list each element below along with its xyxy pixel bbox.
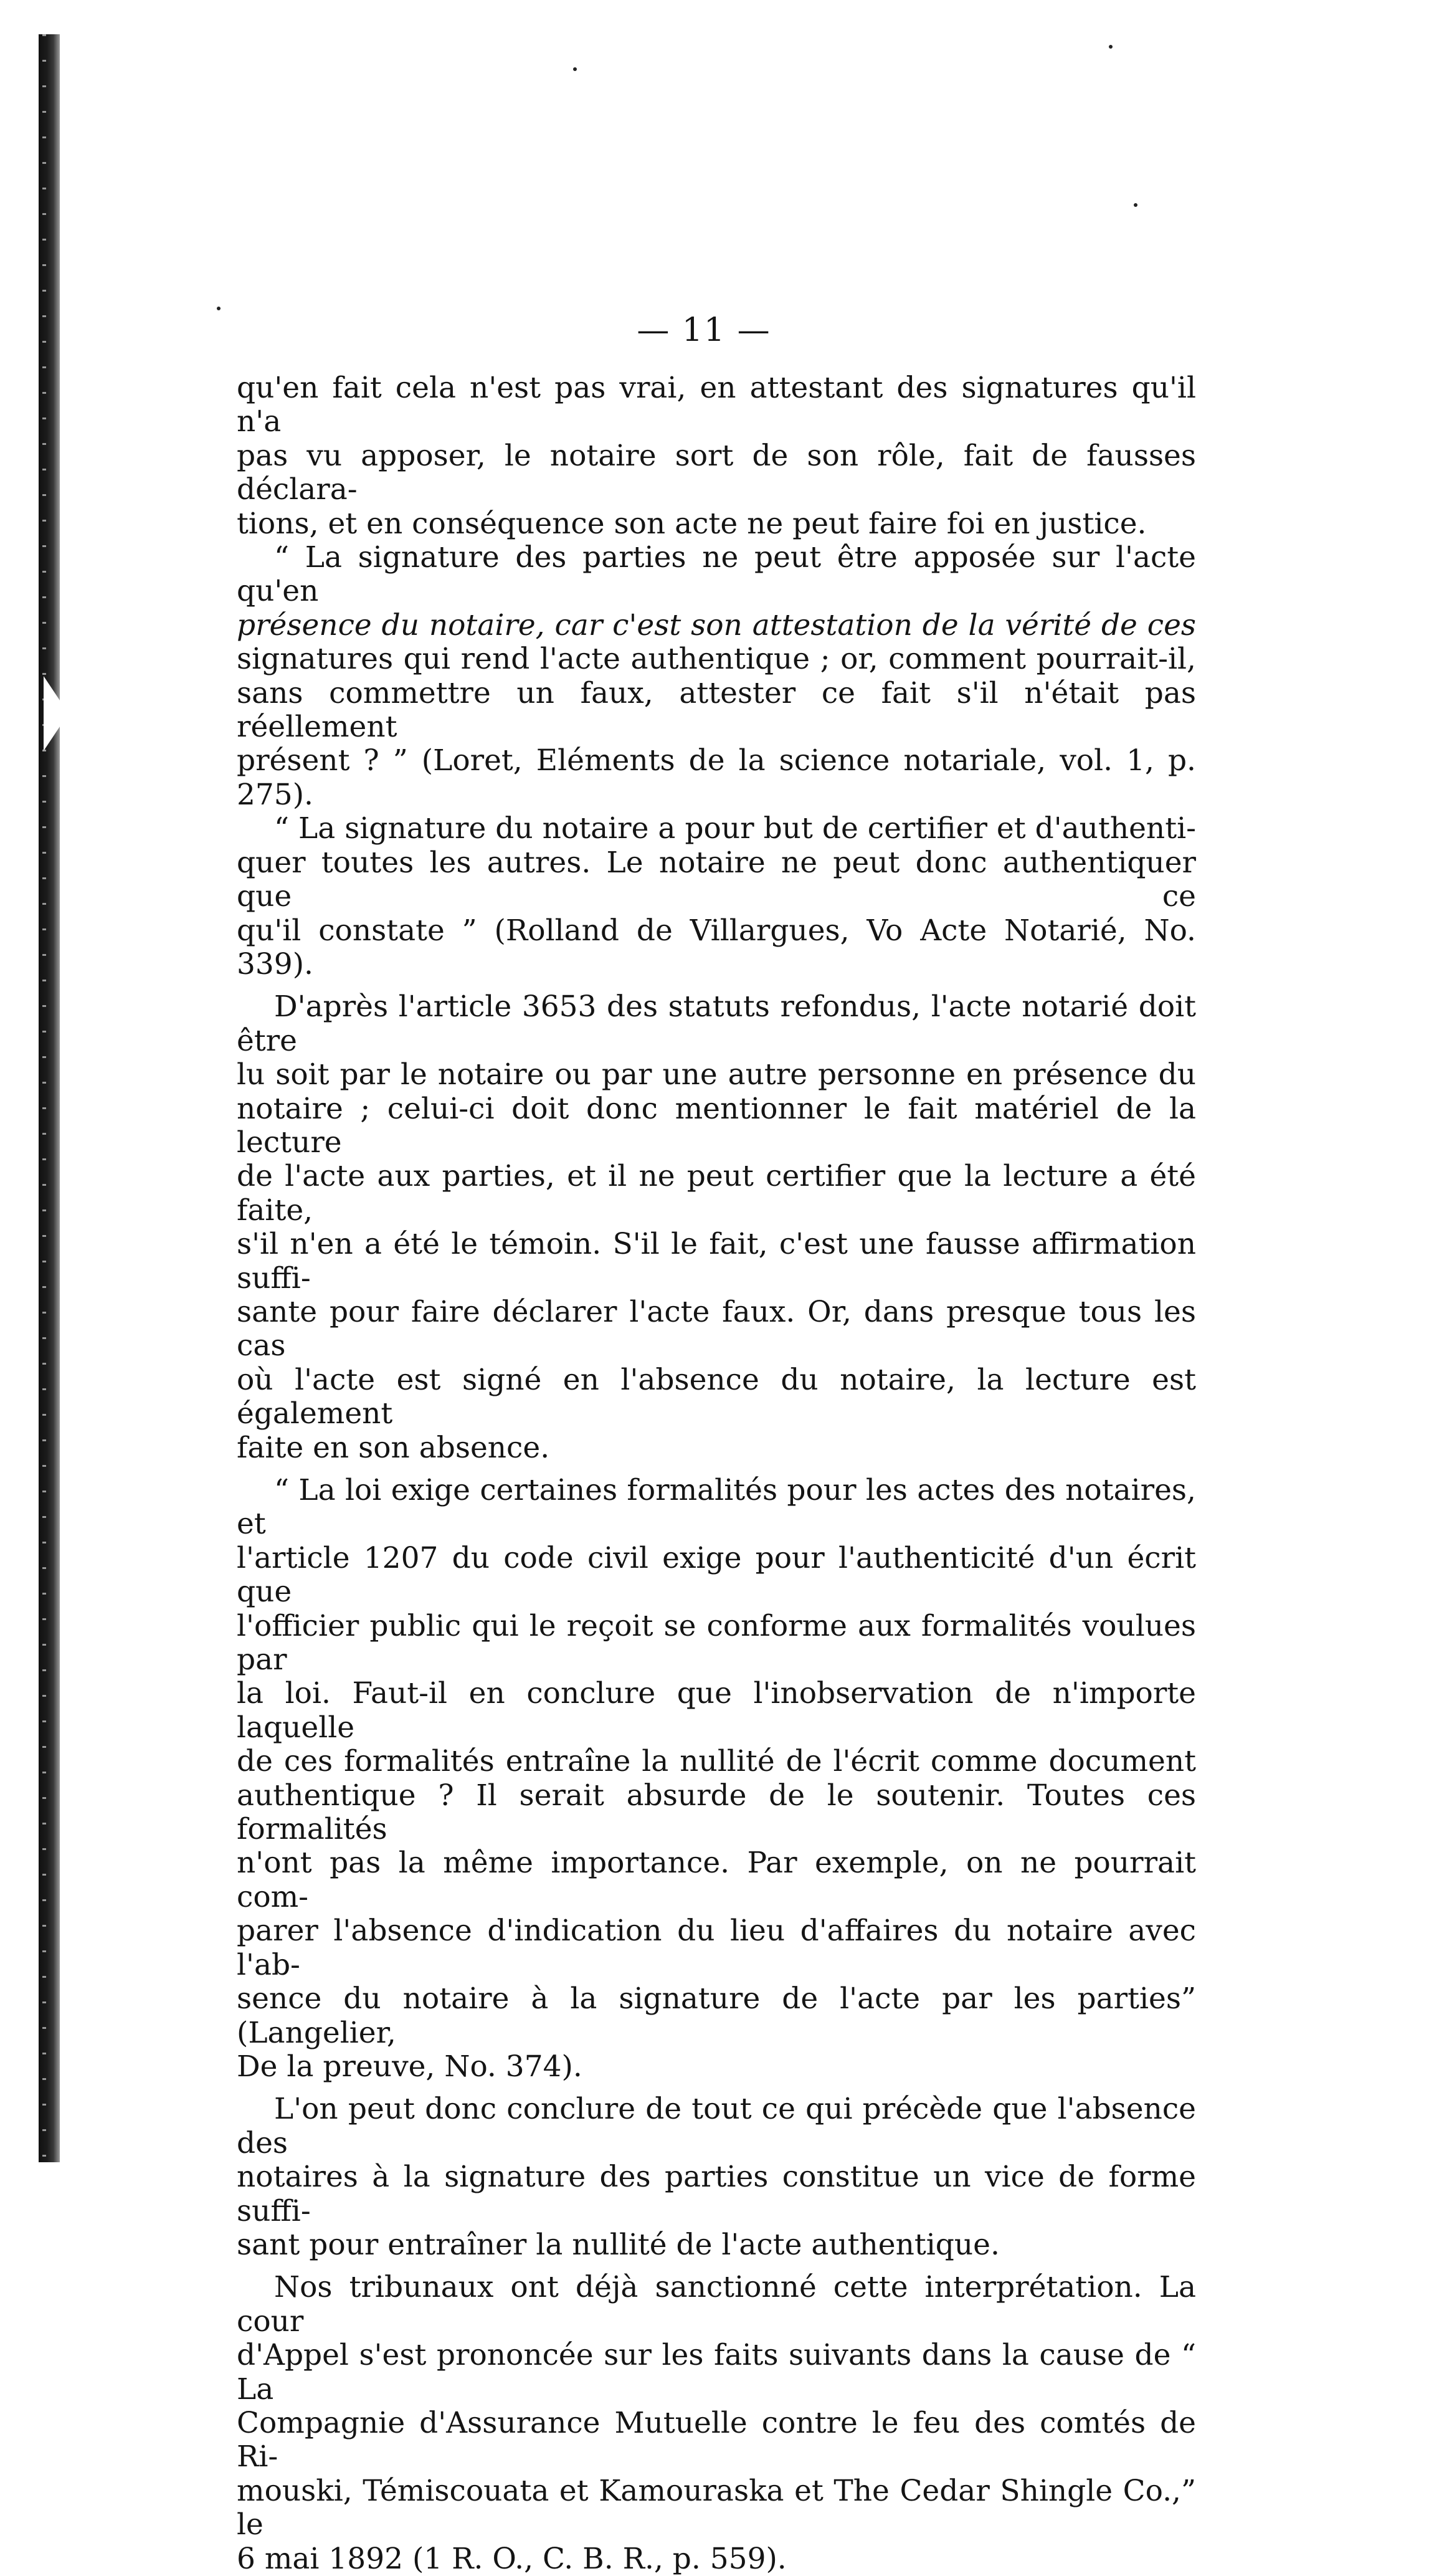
text-line: “ La signature des parties ne peut être apposée sur l'acte qu'en	[237, 540, 1196, 609]
text-line: L'on peut donc conclure de tout ce qui précède que l'absence des	[237, 2092, 1196, 2160]
text-line: notaires à la signature des parties constitue un vice de forme suffi-	[237, 2160, 1196, 2228]
italic-phrase: présence du notaire, car c'est son attestation de la vérité de ces	[237, 608, 1196, 642]
text-line: n'ont pas la même importance. Par exemple, on ne pourrait com-	[237, 1846, 1196, 1914]
text-line: de l'acte aux parties, et il ne peut certifier que la lecture a été faite,	[237, 1159, 1196, 1228]
text-line: tions, et en conséquence son acte ne peut faire foi en justice.	[237, 506, 1147, 541]
text-line: “ La loi exige certaines formalités pour les actes des notaires, et	[237, 1473, 1196, 1542]
text-line: présent ? ” (Loret, Eléments de la science notariale, vol. 1, p. 275).	[237, 743, 1196, 812]
scan-speck	[573, 67, 577, 71]
scan-speck	[1109, 45, 1113, 49]
text-line: s'il n'en a été le témoin. S'il le fait, c'est une fausse affirmation suffi-	[237, 1227, 1196, 1295]
text-line: signatures qui rend l'acte authentique ; or, comment pourrait-il,	[237, 642, 1196, 677]
text-line: qu'en fait cela n'est pas vrai, en attestant des signatures qu'il n'a	[237, 371, 1196, 439]
text-line: De la preuve, No. 374).	[237, 2049, 582, 2084]
text-line: l'article 1207 du code civil exige pour l'authenticité d'un écrit que	[237, 1540, 1196, 1610]
text-line: de ces formalités entraîne la nullité de l'écrit comme document	[237, 1744, 1196, 1779]
scan-speck	[1134, 203, 1137, 207]
page-number: — 11 —	[637, 312, 771, 349]
text-line: “ La signature du notaire a pour but de certifier et d'authenti-	[274, 811, 1196, 846]
body-text	[237, 371, 1196, 2576]
text-line: authentique ? Il serait absurde de le soutenir. Toutes ces formalités	[237, 1778, 1196, 1847]
text-line: quer toutes les autres. Le notaire ne peut donc authentiquer que ce	[237, 845, 1196, 914]
text-line: l'officier public qui le reçoit se conforme aux formalités voulues par	[237, 1608, 1196, 1677]
binding-edge	[39, 34, 60, 2162]
text-line: Compagnie d'Assurance Mutuelle contre le feu des comtés de Ri-	[237, 2405, 1196, 2474]
text-line: sant pour entraîner la nullité de l'acte authentique.	[237, 2227, 1000, 2262]
scan-speck	[217, 307, 221, 310]
text-line: faite en son absence.	[237, 1430, 550, 1465]
text-line: 6 mai 1892 (1 R. O., C. B. R., p. 559).	[237, 2541, 787, 2576]
text-line	[237, 609, 1196, 642]
text-line: Nos tribunaux ont déjà sanctionné cette interprétation. La cour	[237, 2270, 1196, 2339]
text-line: où l'acte est signé en l'absence du notaire, la lecture est également	[237, 1362, 1196, 1431]
text-line: mouski, Témiscouata et Kamouraska et The Cedar Shingle Co.,” le	[237, 2473, 1196, 2542]
text-line: D'après l'article 3653 des statuts refondus, l'acte notarié doit être	[237, 990, 1196, 1058]
text-line: parer l'absence d'indication du lieu d'affaires du notaire avec l'ab-	[237, 1914, 1196, 1982]
text-line: sans commettre un faux, attester ce fait s'il n'était pas réellement	[237, 675, 1196, 745]
text-line: pas vu apposer, le notaire sort de son rôle, fait de fausses déclara-	[237, 438, 1196, 507]
text-line: sence du notaire à la signature de l'acte par les parties” (Langelier,	[237, 1982, 1196, 2050]
text-line: qu'il constate ” (Rolland de Villargues, Vo Acte Notarié, No. 339).	[237, 913, 1196, 981]
text-line: la loi. Faut-il en conclure que l'inobservation de n'importe laquelle	[237, 1676, 1196, 1745]
text-line: lu soit par le notaire ou par une autre personne en présence du	[237, 1057, 1196, 1092]
text-line: sante pour faire déclarer l'acte faux. Or, dans presque tous les cas	[237, 1294, 1196, 1363]
text-line: notaire ; celui-ci doit donc mentionner le fait matériel de la lecture	[237, 1091, 1196, 1160]
text-line: d'Appel s'est prononcée sur les faits suivants dans la cause de “ La	[237, 2338, 1196, 2407]
